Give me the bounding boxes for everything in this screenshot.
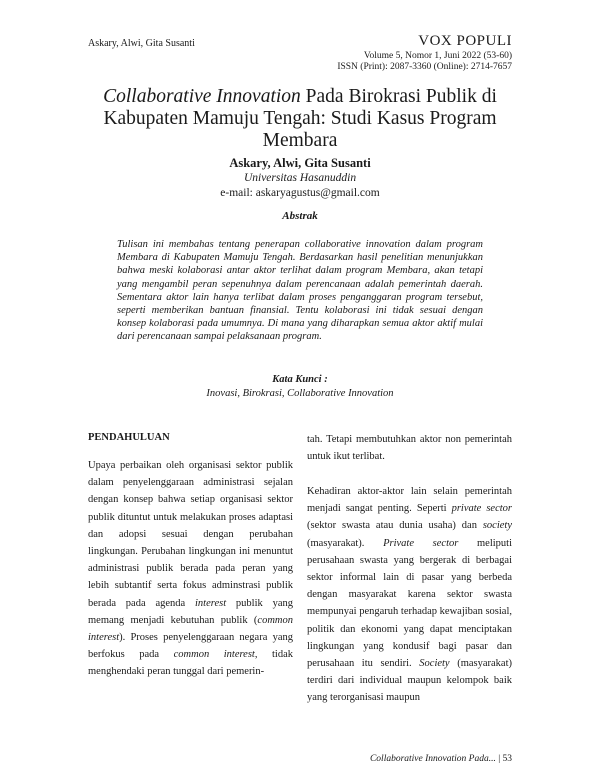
- text-italic: society: [482, 520, 512, 532]
- paper-title: [100, 86, 500, 152]
- abstract-heading: Abstrak: [282, 210, 318, 222]
- page-number: | 53: [498, 754, 512, 764]
- running-header-authors: Askary, Alwi, Gita Susanti: [88, 38, 195, 49]
- title-italic: Collaborative Innovation: [103, 86, 301, 107]
- email: e-mail: askaryagustus@gmail.com: [220, 187, 380, 199]
- text-italic: Society: [419, 658, 450, 670]
- keywords-heading: Kata Kunci :: [272, 374, 328, 385]
- text-run: (sektor swasta atau dunia usaha) dan: [307, 520, 483, 532]
- text-italic: private sector: [451, 503, 512, 515]
- text-run: ). Proses penyelenggaraan negara yang berfokus pada: [88, 632, 293, 661]
- journal-name: VOX POPULI: [418, 33, 512, 49]
- footer-running-title: Collaborative Innovation Pada...: [369, 754, 496, 764]
- text-run: (masyarakat).: [307, 537, 384, 549]
- text-run: Upaya perbaikan oleh organisasi sektor publik dalam penyelenggaraan administrasi sejalan dengan konsep bahwa setiap organisasi sektor publik dituntut untuk melakukan proses adaptasi dan adopsi sesuai dengan perubahan lingkungan. Perubahan lingkungan ini menuntut administrasi publik berada pada peran yang lebih subtantif serta fokus adminstrasi publik berada pada agenda: [88, 460, 293, 609]
- right-column-paragraph: [307, 483, 512, 707]
- text-italic: common interest: [88, 614, 293, 644]
- text-run: meliputi perusahaan swasta yang bergerak di berbagai sektor informal lain di pasar yang berbeda dengan masyarakat karena sektor swasta mempunyai pengaruh terhadap kewajiban sosial, politik dan ekonomi yang dapat menciptakan lingkungan yang kondusif bagi pasar dan perusahaan itu sendiri.: [307, 537, 512, 670]
- left-column-paragraph: [88, 457, 293, 681]
- abstract-text: Tulisan ini membahas tentang penerapan collaborative innovation dalam program Membara di Kabupaten Mamuju Tengah. Berdasarkan hasil penelitian menunjukkan bahwa meski kolaborasi antar aktor terlihat dalam program Membara, akan tetapi yang mengambil peran sepenuhnya dalam perencanaan adalah pemerintah daerah. Sementara aktor lain hanya terlibat dalam proses penganggaran program tersebut, seperti memberikan bantuan finansial. Tentu kolaborasi ini tidak sesuai dengan konsep kolaborasi pada umumnya. Di mana yang diharapkan semua aktor aktif mulai dari perencanaan sampai pelaksanaan program.: [117, 239, 483, 343]
- keywords-text: Inovasi, Birokrasi, Collaborative Innovation: [206, 388, 394, 399]
- section-heading: PENDAHULUAN: [88, 432, 170, 443]
- text-italic: Private sector: [383, 537, 459, 549]
- journal-volume: Volume 5, Nomor 1, Juni 2022 (53-60): [363, 51, 512, 61]
- text-run: , tidak menghendaki peran tunggal dari pemerin-: [88, 649, 293, 678]
- affiliation: Universitas Hasanuddin: [243, 172, 357, 184]
- text-run: Kehadiran aktor-aktor lain selain pemerintah menjadi sangat penting. Seperti: [307, 486, 512, 515]
- text-run: (masyarakat) terdiri dari individual maupun kelompok baik yang terorganisasi maupun: [307, 658, 512, 704]
- right-column-continuation: tah. Tetapi membutuhkan aktor non pemerintah untuk ikut terlibat.: [307, 434, 512, 463]
- text-run: publik yang memang menjadi kebutuhan publik (: [88, 597, 293, 626]
- journal-issn: ISSN (Print): 2087-3360 (Online): 2714-7657: [337, 62, 512, 72]
- author-list: Askary, Alwi, Gita Susanti: [229, 156, 371, 170]
- text-italic: common interest: [173, 649, 255, 661]
- title-rest: Pada Birokrasi Publik di Kabupaten Mamuju Tengah: Studi Kasus Program Membara: [103, 86, 497, 151]
- text-italic: interest: [195, 597, 227, 609]
- page-footer: [370, 754, 512, 764]
